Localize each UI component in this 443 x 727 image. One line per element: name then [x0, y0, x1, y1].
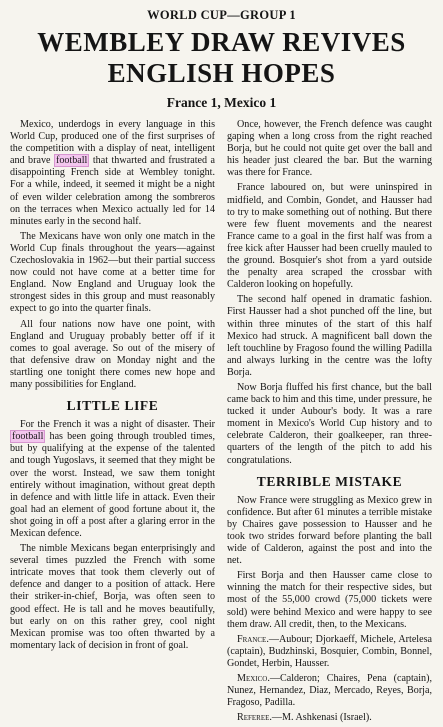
team-label: France.: [237, 633, 269, 645]
referee-line: [227, 712, 432, 724]
team-label: Mexico.: [237, 673, 270, 685]
article-columns: [10, 119, 433, 727]
subheading: LITTLE LIFE: [66, 398, 159, 414]
section-kicker: WORLD CUP—GROUP 1: [147, 8, 296, 22]
mexico-lineup: [227, 673, 432, 709]
highlighted-word: football: [55, 155, 88, 167]
referee-text: —M. Ashkenasi (Israel).: [271, 712, 372, 724]
paragraph: France laboured on, but were uninspired in midfield, and Combin, Gondet, and Hausser had to try to make something out of nothing. But there were few fluent movements and the nearest France came to a goal in the first half was from a free kick after Hausser had been cruelly mauled to the ground. Bosquier's shot from a yard outside the penalty area scraped the crossbar with Calderon looking on hopefully.: [227, 182, 432, 291]
paragraph: Once, however, the French defence was caught gaping when a long cross from the right reached Borja, but he could not quite get over the ball and his header just cleared the bar. But the warning was there for France.: [227, 119, 432, 179]
paragraph: First Borja and then Hausser came close to winning the match for their respective sides, but most of the 55,000 crowd (75,000 tickets were sold) were behind Mexico and were happy to see them draw. All credit, then, to the Mexicans.: [227, 570, 432, 630]
lineup-text: —Aubour; Djorkaeff, Michele, Artelesa (captain), Budzhinski, Bosquier, Combin, Bonnel, Gondet, Herbin, Hausser.: [227, 633, 432, 669]
france-lineup: [227, 634, 432, 670]
lineup-text: —Calderon; Chaires, Pena (captain), Nunez, Hernandez, Diaz, Mercado, Reyes, Borja, Fragoso, Padilla.: [227, 673, 432, 709]
referee-label: Referee.: [237, 712, 272, 724]
text-run: Mexico, underdogs in every language in this World Cup, produced one of the first surprises of the competition with a display of neat, intelligent and brave: [10, 119, 215, 167]
paragraph: The second half opened in dramatic fashion. First Hausser had a shot punched off the line, but within three minutes of the start of this half Mexico had struck. A magnificent ball down the left touchline by Fragoso found the willing Padilla and always lurking in the centre was the lofty Borja.: [227, 294, 432, 378]
paragraph: Now Borja fluffed his first chance, but the ball came back to him and this time, under pressure, he tucked it under Aubour's body. It was a rare moment in Mexico's World Cup history and to celebrate Calderon, their goalkeeper, ran three-quarters of the length of the pitch to add his congratulations.: [227, 381, 432, 466]
highlighted-word: football: [12, 431, 44, 443]
headline-line-1: WEMBLEY DRAW REVIVES: [37, 27, 406, 57]
right-column: [227, 119, 432, 727]
paragraph: The Mexicans have won only one match in the World Cup finals throughout the years—against Czechoslovakia in 1962—but their partial success now could not have come at a better time for England. Now England and Uruguay look the strongest sides in this group and must reasonably expect to go into the quarter finals.: [10, 230, 215, 315]
paragraph: Now France were struggling as Mexico grew in confidence. But after 61 minutes a terrible mistake by Chaires gave possession to Hausser and he took two strides forward before planting the ball wide of Calderon, against the post and into the net.: [227, 494, 432, 567]
text-run: has been going through troubled times, but by qualifying at the expense of the talented and tough Yugoslavs, it seemed that they might be over the worst. Instead, we saw them tonight entirely without imagination, without great depth in defence and with little life in attack. Even their goal had an element of good fortune about it, the shot going in off a post after a glaring error in the Mexican defence.: [10, 431, 215, 539]
paragraph: [10, 119, 215, 228]
left-column: [10, 119, 215, 727]
paragraph: The nimble Mexicans began enterprisingly and several times puzzled the French with some intricate moves that took them cleverly out of defence and danger to a position of attack. Here their striker-in-chief, Borja, was often seen to good effect. He is tall and he moves beautifully, but early on on this rather grey, cool night Mexican promise was too often thwarted by a momentary lack of decision in front of goal.: [10, 543, 215, 651]
text-run: For the French it was a night of disaster. Their: [20, 419, 215, 431]
text-run: that thwarted and frustrated a disappointing French side at Wembley tonight. For a while, indeed, it seemed it might be a night of even wilder celebration among the sombreros on the terraces when Mexico actually led for 14 minutes early in the second half.: [10, 155, 215, 227]
subheading: TERRIBLE MISTAKE: [256, 473, 403, 489]
match-score: France 1, Mexico 1: [166, 95, 277, 110]
paragraph: [10, 419, 215, 540]
headline-line-2: ENGLISH HOPES: [107, 58, 336, 88]
paragraph: All four nations now have one point, with England and Uruguay probably better off if it comes to goal average. So out of the misery of that defensive draw on Monday night and the startling one tonight there comes new hope and many possibilities for England.: [10, 318, 215, 390]
